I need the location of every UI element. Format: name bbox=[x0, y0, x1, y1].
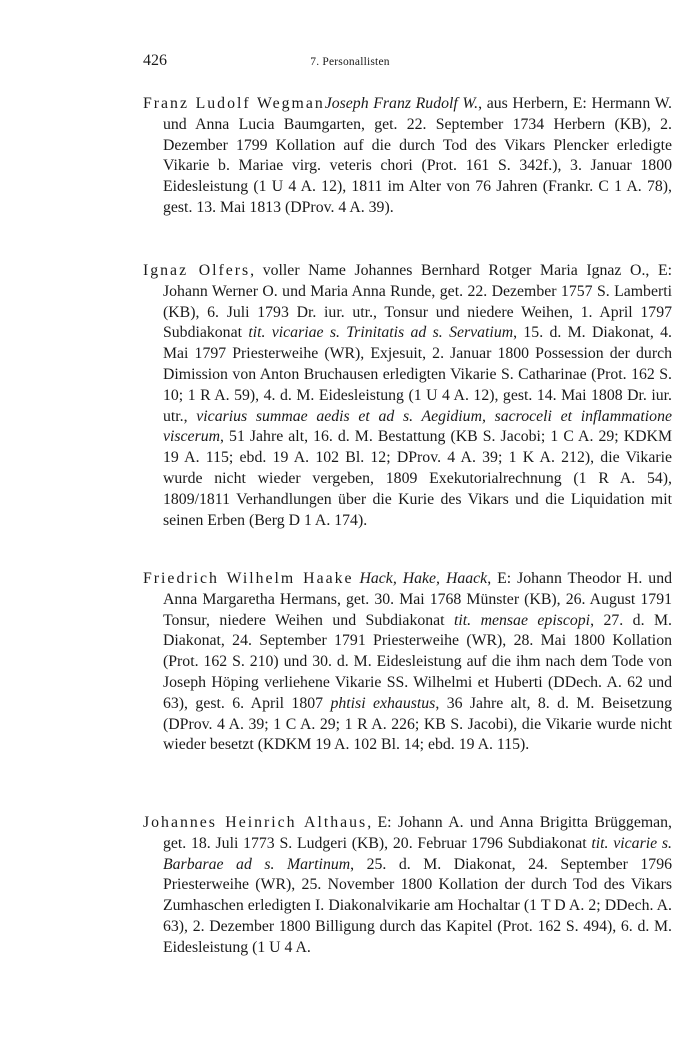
page-header bbox=[0, 50, 700, 72]
text-segment: , E: Johann Theodor H. und Anna Margaretha Hermans, get. 30. Mai 1768 Münster (KB), 26. August 1791 Tonsur, niedere Weihen und Subdiakonat bbox=[163, 570, 672, 629]
text-segment: , E: Johann A. und Anna Brigitta Brüggeman, get. 18. Juli 1773 S. Ludgeri (KB), 20. Februar 1796 Subdiakonat bbox=[163, 814, 672, 852]
text-segment: tit. vicarie s. Barbarae ad s. Martinum bbox=[163, 834, 672, 873]
entry-name: Friedrich Wilhelm Haake bbox=[143, 570, 354, 587]
text-segment: , voller Name Johannes Bernhard Rotger Maria Ignaz O., E: Johann Werner O. und Maria Anna Runde, get. 22. Dezember 1757 S. Lamberti (KB), 6. Juli 1793 Dr. iur. utr., Tonsur und niedere Weihen, 1. April 1797 Subdiakonat bbox=[163, 262, 672, 342]
page-number: 426 bbox=[143, 52, 167, 69]
text-segment: tit. mensae episcopi bbox=[454, 611, 591, 629]
entry-body bbox=[163, 570, 672, 753]
text-segment: , 15. d. M. Diakonat, 4. Mai 1797 Priesterweihe (WR), Exjesuit, 2. Januar 1800 Possession der durch Dimission von Anton Bruchausen erledigten Vikarie S. Catharinae (Prot. 162 S. 10; 1 R A. 59), 4. d. M. Eidesleistung (1 U 4 A. 12), gest. 14. Mai 1808 Dr. iur. utr., bbox=[163, 324, 672, 425]
text-segment: Hack, Hake, Haack bbox=[359, 570, 488, 587]
entry-body bbox=[163, 262, 672, 529]
text-segment: Joseph Franz Rudolf W. bbox=[324, 95, 479, 112]
entry-wegman bbox=[143, 94, 672, 219]
text-segment: , 27. d. M. Diakonat, 24. September 1791 Priesterweihe (WR), 28. Mai 1800 Kollation (Prot. 162 S. 210) und 30. d. M. Eidesleistung auf die ihm nach dem Tode von Joseph Höping verliehene Vikarie SS. Wilhelmi et Huberti (DDech. A. 62 und 63), gest. 6. April 1807 bbox=[163, 611, 672, 712]
text-segment: vicarius summae aedis et ad s. Aegidium, sacroceli et inflammatione viscerum bbox=[163, 407, 672, 446]
entry-name: Ignaz Olfers bbox=[143, 262, 251, 279]
text-segment: , 25. d. M. Diakonat, 24. September 1796 Priesterweihe (WR), 25. November 1800 Kollation der durch Tod des Vikars Zumhaschen erledigten I. Diakonalvikarie am Hochaltar (1 T D A. 2; DDech. A. 63), 2. Dezember 1800 Billigung durch das Kapitel (Prot. 162 S. 494), 6. d. M. Eidesleistung (1 U 4 A. bbox=[163, 855, 672, 956]
entry-althaus bbox=[143, 813, 672, 959]
text-segment: , 51 Jahre alt, 16. d. M. Bestattung (KB S. Jacobi; 1 C A. 29; KDKM 19 A. 115; ebd. 19 A. 102 Bl. 12; DProv. 4 A. 39; 1 K A. 212), die Vikarie wurde nicht wieder vergeben, 1809 Exekutorialrechnung (1 R A. 54), 1809/1811 Verhandlungen über die Kurie des Vikars und die Liquidation mit seinen Erben (Berg D 1 A. 174). bbox=[163, 428, 672, 529]
entry-name: Franz Ludolf Wegman bbox=[143, 95, 325, 112]
text-segment: phtisi exhaustus bbox=[330, 694, 436, 712]
entry-body bbox=[163, 95, 672, 216]
entry-name: Johannes Heinrich Althaus bbox=[143, 814, 368, 831]
text-segment: tit. vicariae s. Trinitatis ad s. Servatium bbox=[248, 324, 514, 342]
text-segment: , 36 Jahre alt, 8. d. M. Beisetzung (DProv. 4 A. 39; 1 C A. 29; 1 R A. 226; KB S. Jacobi), die Vikarie wurde nicht wieder besetzt (KDKM 19 A. 102 Bl. 14; ebd. 19 A. 115). bbox=[163, 694, 673, 754]
entry-body bbox=[163, 814, 672, 956]
text-segment: , aus Herbern, E: Hermann W. und Anna Lucia Baumgarten, get. 22. September 1734 Herbern (KB), 2. Dezember 1799 Kollation auf die durch Tod des Vikars Plencker erledigte Vikarie b. Mariae virg. veteris chori (Prot. 161 S. 342f.), 3. Januar 1800 Eidesleistung (1 U 4 A. 12), 1811 im Alter von 76 Jahren (Frankr. C 1 A. 78), gest. 13. Mai 1813 (DProv. 4 A. 39). bbox=[163, 95, 672, 216]
entry-olfers bbox=[143, 261, 672, 531]
running-head: 7. Personallisten bbox=[310, 56, 390, 68]
entry-haake bbox=[143, 569, 672, 756]
